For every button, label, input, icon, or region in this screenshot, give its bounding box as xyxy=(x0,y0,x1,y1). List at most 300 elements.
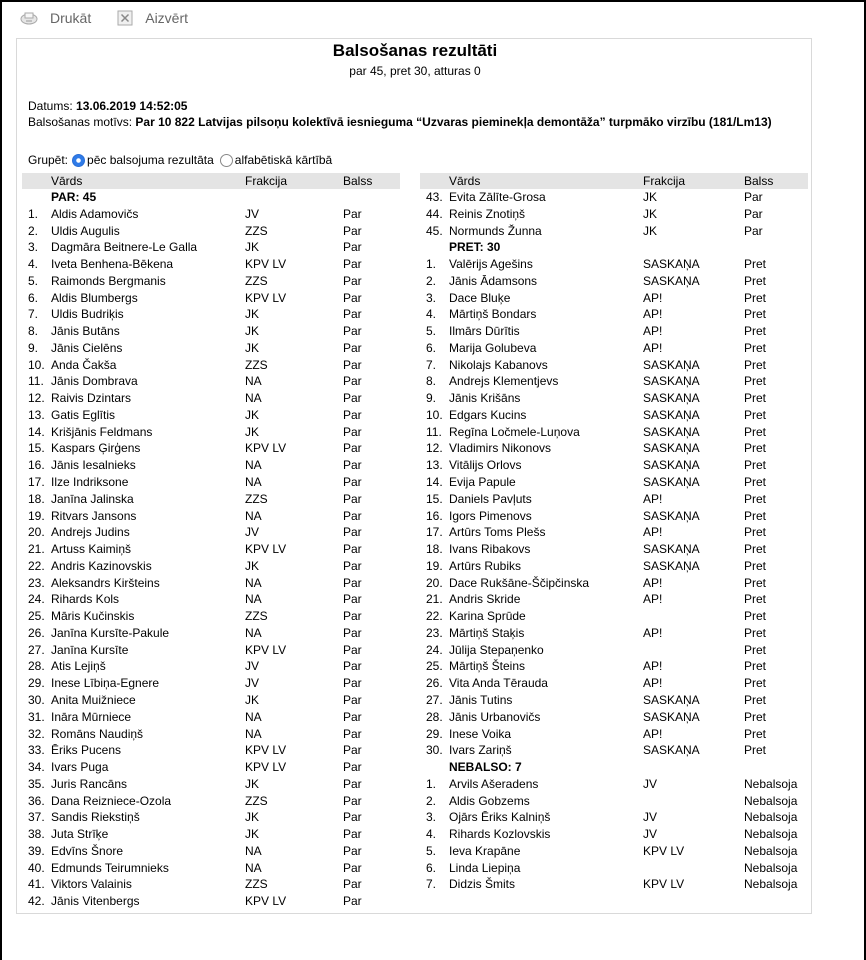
deputy-name: Igors Pimenovs xyxy=(449,508,532,523)
deputy-faction: KPV LV xyxy=(643,843,685,858)
deputy-vote: Par xyxy=(343,206,362,221)
deputy-name: Edgars Kucins xyxy=(449,407,527,422)
row-number: 34. xyxy=(28,760,45,775)
deputy-vote: Pret xyxy=(744,324,767,339)
row-number: 9. xyxy=(426,391,437,406)
deputy-vote: Par xyxy=(343,760,362,775)
deputy-faction: KPV LV xyxy=(245,894,287,909)
deputy-vote: Par xyxy=(744,190,763,204)
deputy-name: Arvils Ašeradens xyxy=(449,776,539,791)
deputy-name: Jānis Dombrava xyxy=(51,374,138,389)
row-number: 4. xyxy=(28,257,39,272)
deputy-vote: Pret xyxy=(744,743,767,758)
row-number: 15. xyxy=(28,441,45,456)
deputy-vote: Par xyxy=(343,273,362,288)
deputy-faction: SASKAŅA xyxy=(643,542,700,557)
row-number: 13. xyxy=(28,407,45,422)
table-row xyxy=(420,340,808,357)
row-number: 17. xyxy=(28,475,45,490)
deputy-name: Aldis Adamovičs xyxy=(51,206,139,221)
deputy-vote: Pret xyxy=(744,692,767,707)
deputy-vote: Par xyxy=(343,491,362,506)
table-row xyxy=(420,457,808,474)
deputy-name: Ivars Puga xyxy=(51,760,109,775)
deputy-faction: KPV LV xyxy=(245,290,287,305)
row-number: 43. xyxy=(426,190,443,204)
deputy-vote: Par xyxy=(343,307,362,322)
deputy-faction: NA xyxy=(245,508,262,523)
deputy-name: Jānis Krišāns xyxy=(449,391,521,406)
deputy-name: Linda Liepiņa xyxy=(449,860,521,875)
table-row xyxy=(420,373,808,390)
deputy-vote: Pret xyxy=(744,542,767,557)
row-number: 39. xyxy=(28,843,45,858)
group-title: NEBALSO: 7 xyxy=(449,760,522,775)
row-number: 30. xyxy=(426,743,443,758)
row-number: 29. xyxy=(28,676,45,691)
table-row xyxy=(420,189,808,206)
row-number: 4. xyxy=(426,307,437,322)
deputy-faction: NA xyxy=(245,726,262,741)
row-number: 36. xyxy=(28,793,45,808)
deputy-vote: Par xyxy=(343,324,362,339)
table-row xyxy=(22,223,400,240)
deputy-faction: NA xyxy=(245,391,262,406)
deputy-faction: ZZS xyxy=(245,273,268,288)
table-row xyxy=(22,273,400,290)
deputy-vote: Nebalsoja xyxy=(744,877,798,892)
table-row xyxy=(22,558,400,575)
deputy-name: Juta Strīķe xyxy=(51,827,109,842)
table-row xyxy=(420,256,808,273)
row-number: 29. xyxy=(426,726,443,741)
table-row xyxy=(22,860,400,877)
table-row xyxy=(420,323,808,340)
deputy-vote: Par xyxy=(343,810,362,825)
motive-label: Balsošanas motīvs: xyxy=(28,115,133,129)
deputy-vote: Nebalsoja xyxy=(744,827,798,842)
print-button[interactable] xyxy=(20,10,91,26)
table-row xyxy=(420,508,808,525)
deputy-name: Vita Anda Tērauda xyxy=(449,676,548,691)
deputy-name: Ivars Zariņš xyxy=(449,743,512,758)
table-row xyxy=(420,440,808,457)
deputy-vote: Par xyxy=(343,843,362,858)
deputy-vote: Pret xyxy=(744,374,767,389)
deputy-vote: Par xyxy=(343,240,362,255)
row-number: 8. xyxy=(426,374,437,389)
row-number: 26. xyxy=(28,625,45,640)
deputy-faction: AP! xyxy=(643,726,663,741)
results-column-left xyxy=(22,173,400,910)
deputy-faction: JK xyxy=(245,407,260,422)
deputy-faction: ZZS xyxy=(245,223,268,238)
deputy-name: Jānis Ādamsons xyxy=(449,273,538,288)
row-number: 2. xyxy=(426,273,437,288)
deputy-name: Iveta Benhena-Bēkena xyxy=(51,257,174,272)
deputy-faction: AP! xyxy=(643,324,663,339)
deputy-faction: SASKAŅA xyxy=(643,391,700,406)
deputy-faction: JK xyxy=(245,776,260,791)
row-number: 4. xyxy=(426,827,437,842)
row-number: 16. xyxy=(28,458,45,473)
table-row xyxy=(22,357,400,374)
row-number: 35. xyxy=(28,776,45,791)
deputy-vote: Pret xyxy=(744,508,767,523)
table-row xyxy=(22,206,400,223)
deputy-vote: Par xyxy=(343,592,362,607)
deputy-vote: Pret xyxy=(744,491,767,506)
row-number: 24. xyxy=(426,642,443,657)
deputy-faction: AP! xyxy=(643,592,663,607)
table-row xyxy=(22,474,400,491)
deputy-vote: Par xyxy=(343,877,362,892)
deputy-name: Jānis Tutins xyxy=(449,692,513,707)
deputy-vote: Pret xyxy=(744,726,767,741)
deputy-name: Jānis Cielēns xyxy=(51,340,123,355)
table-row xyxy=(22,239,400,256)
deputy-vote: Pret xyxy=(744,609,767,624)
deputy-faction: JK xyxy=(245,692,260,707)
deputy-faction: ZZS xyxy=(245,877,268,892)
deputy-faction: NA xyxy=(245,592,262,607)
deputy-vote: Pret xyxy=(744,257,767,272)
deputy-name: Anda Čakša xyxy=(51,357,117,372)
toolbar xyxy=(20,6,214,30)
deputy-vote: Par xyxy=(343,508,362,523)
deputy-faction: NA xyxy=(245,709,262,724)
row-number: 27. xyxy=(28,642,45,657)
table-row xyxy=(420,709,808,726)
deputy-name: Didzis Šmits xyxy=(449,877,516,892)
row-number: 30. xyxy=(28,692,45,707)
deputy-name: Aleksandrs Kiršteins xyxy=(51,575,160,590)
row-number: 9. xyxy=(28,340,39,355)
deputy-faction: AP! xyxy=(643,340,663,355)
deputy-name: Jānis Urbanovičs xyxy=(449,709,541,724)
deputy-faction: SASKAŅA xyxy=(643,407,700,422)
row-number: 6. xyxy=(426,340,437,355)
deputy-vote: Par xyxy=(343,257,362,272)
row-number: 23. xyxy=(426,625,443,640)
deputy-name: Krišjānis Feldmans xyxy=(51,424,153,439)
deputy-name: Uldis Budriķis xyxy=(51,307,124,322)
row-number: 20. xyxy=(28,525,45,540)
row-number: 32. xyxy=(28,726,45,741)
deputy-vote: Par xyxy=(343,793,362,808)
deputy-faction: NA xyxy=(245,458,262,473)
row-number: 7. xyxy=(28,307,39,322)
table-row xyxy=(22,290,400,307)
table-row xyxy=(22,658,400,675)
table-row xyxy=(22,675,400,692)
deputy-vote: Par xyxy=(343,659,362,674)
group-title: PAR: 45 xyxy=(51,190,97,204)
radio-group-by-result[interactable] xyxy=(72,154,85,167)
deputy-vote: Par xyxy=(343,860,362,875)
table-row xyxy=(420,860,808,877)
deputy-name: Jānis Butāns xyxy=(51,324,120,339)
deputy-faction: SASKAŅA xyxy=(643,475,700,490)
table-row xyxy=(420,675,808,692)
table-row xyxy=(420,843,808,860)
deputy-name: Andrejs Judins xyxy=(51,525,130,540)
deputy-name: Edmunds Teirumnieks xyxy=(51,860,169,875)
table-row xyxy=(420,290,808,307)
deputy-faction: KPV LV xyxy=(245,257,287,272)
deputy-name: Mārtiņš Šteins xyxy=(449,659,526,674)
table-row xyxy=(22,390,400,407)
deputy-vote: Pret xyxy=(744,558,767,573)
radio-group-alphabetical-label[interactable]: alfabētiskā kārtībā xyxy=(234,153,333,167)
deputy-faction: ZZS xyxy=(245,357,268,372)
row-number: 17. xyxy=(426,525,443,540)
row-number: 44. xyxy=(426,206,443,221)
deputy-vote: Pret xyxy=(744,676,767,691)
row-number: 25. xyxy=(426,659,443,674)
close-button[interactable] xyxy=(117,10,188,26)
deputy-name: Romāns Naudiņš xyxy=(51,726,144,741)
deputy-vote: Par xyxy=(744,223,763,238)
deputy-faction: JK xyxy=(245,558,260,573)
table-row xyxy=(420,876,808,893)
table-row xyxy=(420,726,808,743)
deputy-faction: AP! xyxy=(643,525,663,540)
table-row xyxy=(22,759,400,776)
row-number: 14. xyxy=(426,475,443,490)
grouping-label: Grupēt: xyxy=(28,153,69,167)
deputy-faction: JV xyxy=(643,776,658,791)
deputy-name: Andris Kazinovskis xyxy=(51,558,152,573)
table-row xyxy=(22,373,400,390)
deputy-faction: KPV LV xyxy=(245,760,287,775)
deputy-name: Nikolajs Kabanovs xyxy=(449,357,548,372)
close-icon xyxy=(117,10,133,26)
deputy-vote: Nebalsoja xyxy=(744,810,798,825)
row-number: 21. xyxy=(28,542,45,557)
row-number: 6. xyxy=(28,290,39,305)
deputy-faction: AP! xyxy=(643,290,663,305)
deputy-name: Artuss Kaimiņš xyxy=(51,542,132,557)
deputy-vote: Par xyxy=(343,609,362,624)
table-row xyxy=(22,491,400,508)
deputy-name: Ilmārs Dūrītis xyxy=(449,324,520,339)
table-row xyxy=(420,776,808,793)
deputy-name: Dace Bluķe xyxy=(449,290,511,305)
close-label: Aizvērt xyxy=(145,10,189,26)
deputy-faction: SASKAŅA xyxy=(643,458,700,473)
table-row xyxy=(22,608,400,625)
deputy-name: Jānis Iesalnieks xyxy=(51,458,136,473)
column-header-faction: Frakcija xyxy=(245,174,288,188)
deputy-faction: SASKAŅA xyxy=(643,692,700,707)
deputy-name: Dana Reizniece-Ozola xyxy=(51,793,172,808)
deputy-name: Ēriks Pucens xyxy=(51,743,122,758)
deputy-vote: Pret xyxy=(744,642,767,657)
row-number: 16. xyxy=(426,508,443,523)
page-subtitle: par 45, pret 30, atturas 0 xyxy=(349,64,481,78)
deputy-faction: SASKAŅA xyxy=(643,257,700,272)
deputy-faction: AP! xyxy=(643,575,663,590)
deputy-vote: Par xyxy=(343,357,362,372)
deputy-name: Daniels Pavļuts xyxy=(449,491,532,506)
deputy-faction: SASKAŅA xyxy=(643,558,700,573)
deputy-name: Dace Rukšāne-Ščipčinska xyxy=(449,575,590,590)
results-column-right xyxy=(420,173,808,893)
row-number: 8. xyxy=(28,324,39,339)
deputy-name: Artūrs Rubiks xyxy=(449,558,522,573)
column-header-name: Vārds xyxy=(449,174,481,188)
deputy-faction: JV xyxy=(245,525,260,540)
row-number: 31. xyxy=(28,709,45,724)
deputy-faction: AP! xyxy=(643,676,663,691)
row-number: 15. xyxy=(426,491,443,506)
row-number: 38. xyxy=(28,827,45,842)
column-header-faction: Frakcija xyxy=(643,174,686,188)
table-row xyxy=(22,776,400,793)
deputy-faction: JV xyxy=(643,810,658,825)
motive-line xyxy=(28,115,808,130)
results-sheet xyxy=(16,38,812,914)
table-row xyxy=(420,390,808,407)
deputy-name: Ritvars Jansons xyxy=(51,508,137,523)
deputy-vote: Nebalsoja xyxy=(744,793,798,808)
deputy-faction: NA xyxy=(245,625,262,640)
deputy-name: Māris Kučinskis xyxy=(51,609,135,624)
row-number: 42. xyxy=(28,894,45,909)
deputy-vote: Par xyxy=(343,391,362,406)
table-row xyxy=(22,306,400,323)
deputy-faction: SASKAŅA xyxy=(643,273,700,288)
deputy-vote: Nebalsoja xyxy=(744,860,798,875)
radio-group-alphabetical[interactable] xyxy=(220,154,233,167)
row-number: 20. xyxy=(426,575,443,590)
row-number: 21. xyxy=(426,592,443,607)
deputy-vote: Pret xyxy=(744,290,767,305)
deputy-name: Mārtiņš Bondars xyxy=(449,307,537,322)
table-row xyxy=(22,424,400,441)
deputy-name: Andrejs Klementjevs xyxy=(449,374,559,389)
table-row xyxy=(420,558,808,575)
date-label: Datums: xyxy=(28,99,73,113)
deputy-faction: NA xyxy=(245,843,262,858)
table-row xyxy=(420,474,808,491)
table-row xyxy=(420,491,808,508)
group-title: PRET: 30 xyxy=(449,240,501,255)
deputy-vote: Par xyxy=(343,525,362,540)
deputy-name: Evita Zālīte-Grosa xyxy=(449,190,546,204)
deputy-vote: Pret xyxy=(744,424,767,439)
deputy-vote: Pret xyxy=(744,592,767,607)
table-row xyxy=(22,826,400,843)
row-number: 19. xyxy=(28,508,45,523)
deputy-vote: Par xyxy=(343,827,362,842)
deputy-faction: JV xyxy=(245,659,260,674)
table-row xyxy=(22,742,400,759)
deputy-faction: AP! xyxy=(643,491,663,506)
table-row xyxy=(22,625,400,642)
deputy-faction: SASKAŅA xyxy=(643,709,700,724)
column-header-name: Vārds xyxy=(51,174,83,188)
table-row xyxy=(420,206,808,223)
deputy-faction: SASKAŅA xyxy=(643,357,700,372)
deputy-name: Jūlija Stepaņenko xyxy=(449,642,544,657)
row-number: 22. xyxy=(28,558,45,573)
column-header-vote: Balss xyxy=(343,174,373,188)
deputy-name: Juris Rancāns xyxy=(51,776,128,791)
deputy-vote: Par xyxy=(744,206,763,221)
deputy-vote: Pret xyxy=(744,273,767,288)
row-number: 2. xyxy=(426,793,437,808)
table-row xyxy=(420,357,808,374)
row-number: 11. xyxy=(426,424,442,439)
table-row xyxy=(420,608,808,625)
table-row xyxy=(420,642,808,659)
deputy-faction: JK xyxy=(245,240,260,255)
printer-icon xyxy=(20,10,38,26)
deputy-name: Janīna Jalinska xyxy=(51,491,134,506)
deputy-vote: Pret xyxy=(744,659,767,674)
deputy-faction: AP! xyxy=(643,659,663,674)
row-number: 2. xyxy=(28,223,39,238)
deputy-name: Aldis Gobzems xyxy=(449,793,530,808)
table-row xyxy=(420,591,808,608)
deputy-name: Andris Skride xyxy=(449,592,521,607)
deputy-name: Regīna Ločmele-Luņova xyxy=(449,424,580,439)
deputy-name: Normunds Žunna xyxy=(449,223,542,238)
deputy-faction: SASKAŅA xyxy=(643,424,700,439)
row-number: 40. xyxy=(28,860,45,875)
deputy-faction: JK xyxy=(643,223,658,238)
deputy-faction: JV xyxy=(643,827,658,842)
deputy-faction: SASKAŅA xyxy=(643,374,700,389)
table-row xyxy=(22,893,400,910)
deputy-faction: AP! xyxy=(643,625,663,640)
row-number: 19. xyxy=(426,558,443,573)
deputy-vote: Par xyxy=(343,894,362,909)
deputy-vote: Par xyxy=(343,407,362,422)
row-number: 10. xyxy=(426,407,443,422)
table-row xyxy=(22,541,400,558)
deputy-name: Rihards Kols xyxy=(51,592,120,607)
deputy-name: Ilze Indriksone xyxy=(51,475,129,490)
table-row xyxy=(420,742,808,759)
row-number: 22. xyxy=(426,609,443,624)
row-number: 12. xyxy=(426,441,443,456)
column-header-row xyxy=(420,173,808,189)
table-row xyxy=(420,692,808,709)
table-row xyxy=(22,843,400,860)
deputy-faction: KPV LV xyxy=(245,743,287,758)
row-number: 10. xyxy=(28,357,45,372)
deputy-faction: JK xyxy=(245,827,260,842)
page-title: Balsošanas rezultāti xyxy=(332,41,498,60)
table-row xyxy=(420,658,808,675)
deputy-name: Sandis Riekstiņš xyxy=(51,810,140,825)
row-number: 41. xyxy=(28,877,45,892)
table-row xyxy=(22,256,400,273)
radio-group-by-result-label[interactable]: pēc balsojuma rezultāta xyxy=(87,153,214,167)
row-number: 12. xyxy=(28,391,45,406)
table-row xyxy=(420,826,808,843)
deputy-vote: Par xyxy=(343,458,362,473)
row-number: 1. xyxy=(426,257,437,272)
row-number: 33. xyxy=(28,743,45,758)
deputy-faction: ZZS xyxy=(245,793,268,808)
deputy-name: Vladimirs Nikonovs xyxy=(449,441,552,456)
deputy-faction: JK xyxy=(245,810,260,825)
table-row xyxy=(22,457,400,474)
